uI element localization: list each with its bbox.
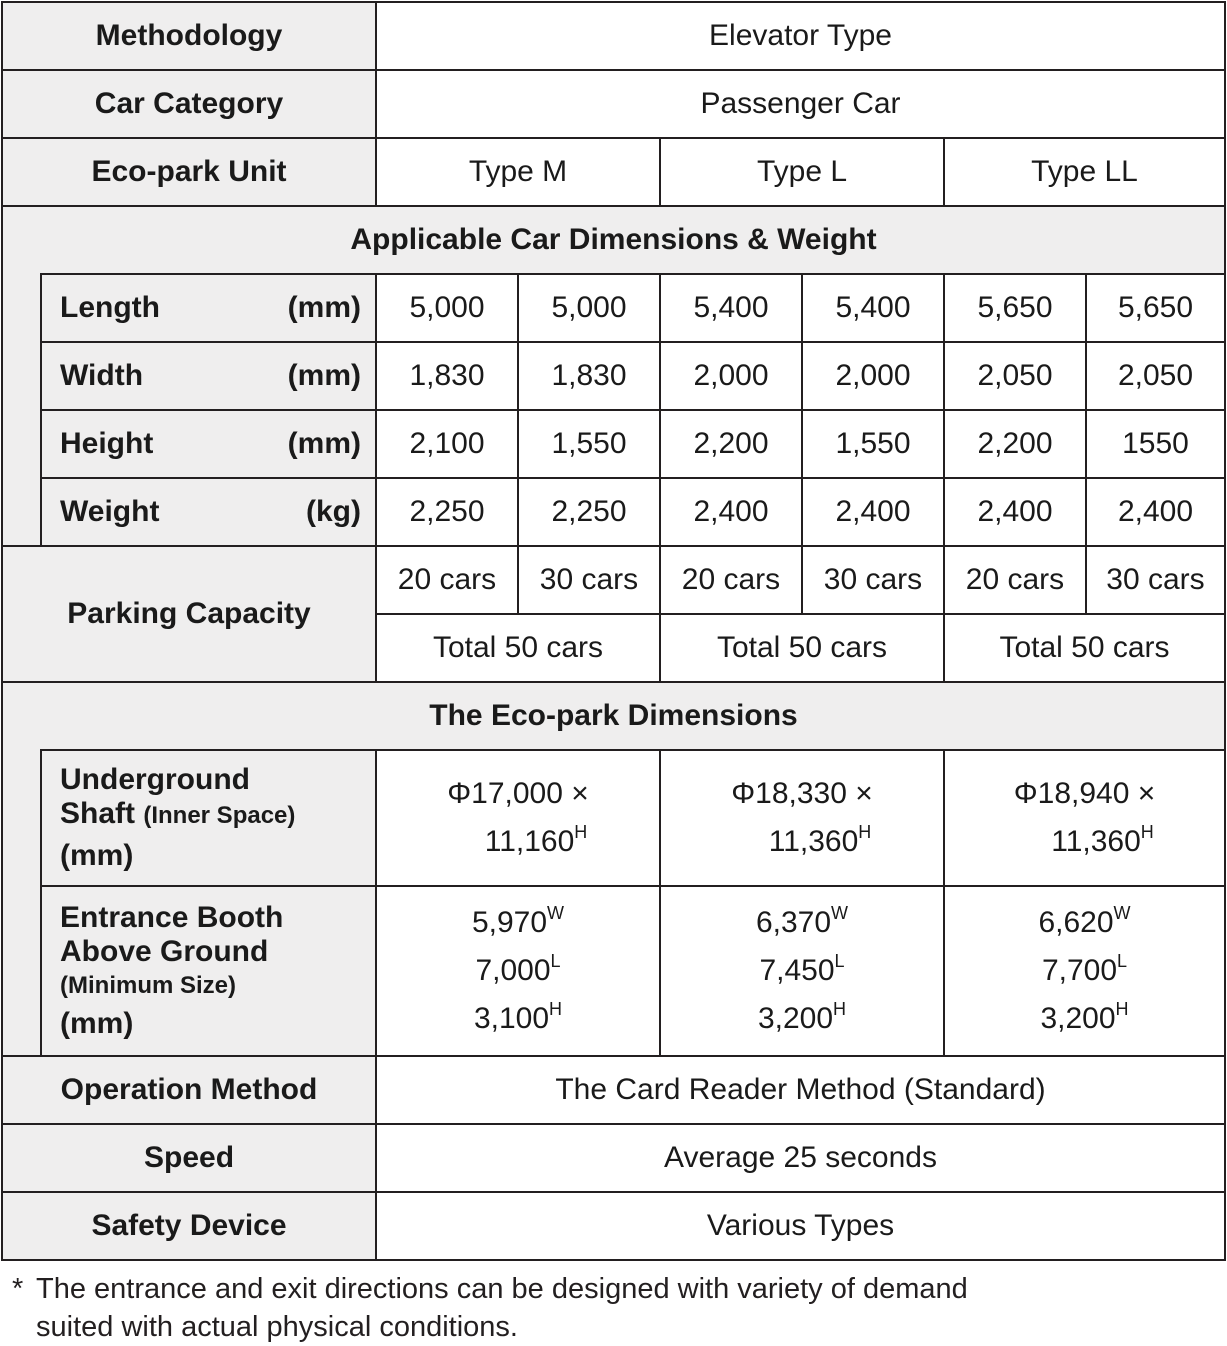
entrance-booth-value: $5,970^W$ $7,000^L$ $3,100^H$ <box>375 885 661 1057</box>
width-value: 1,830 <box>375 341 519 411</box>
eco-park-dimensions-title: The Eco-park Dimensions <box>429 699 798 732</box>
entrance-label-small: (Minimum Size) <box>60 972 237 999</box>
width-value: 2,050 <box>943 341 1087 411</box>
height-label: Height (mm) <box>40 409 377 479</box>
operation-method-value: The Card Reader Method (Standard) <box>375 1055 1226 1125</box>
entrance-booth-value: $6,370^W$ $7,450^L$ $3,200^H$ <box>659 885 945 1057</box>
capacity-total: Total 50 cars <box>659 613 945 683</box>
weight-value: 2,250 <box>517 477 661 547</box>
height-value: 2,200 <box>659 409 803 479</box>
underground-shaft-value: Φ18,330 × $11,360^H$ <box>659 749 945 887</box>
underground-label-line1: Underground <box>60 763 250 796</box>
operation-method-label: Operation Method <box>1 1055 377 1125</box>
entrance-label-line2: Above Ground <box>60 935 269 968</box>
width-label: Width (mm) <box>40 341 377 411</box>
footnote-line1: The entrance and exit directions can be designed with variety of demand <box>36 1273 968 1305</box>
height-value: 1,550 <box>517 409 661 479</box>
entrance-booth-label <box>40 885 377 1057</box>
entrance-label-unit: (mm) <box>60 1007 134 1040</box>
capacity-cars: 30 cars <box>517 545 661 615</box>
car-category-value: Passenger Car <box>375 69 1226 139</box>
parking-capacity-label: Parking Capacity <box>1 545 377 683</box>
capacity-cars: 30 cars <box>1085 545 1226 615</box>
width-value: 2,000 <box>659 341 803 411</box>
width-value: 2,050 <box>1085 341 1226 411</box>
weight-label: Weight (kg) <box>40 477 377 547</box>
capacity-cars: 20 cars <box>943 545 1087 615</box>
methodology-label: Methodology <box>1 1 377 71</box>
height-value: 2,200 <box>943 409 1087 479</box>
height-value: 1,550 <box>801 409 945 479</box>
underground-label-line2: Shaft (Inner Space) <box>60 797 296 830</box>
entrance-booth-value: $6,620^W$ $7,700^L$ $3,200^H$ <box>943 885 1226 1057</box>
underground-shaft-label <box>40 749 377 887</box>
entrance-label-line1: Entrance Booth <box>60 901 284 934</box>
underground-label-unit: (mm) <box>60 839 134 872</box>
eco-park-unit-label: Eco-park Unit <box>1 137 377 207</box>
weight-value: 2,400 <box>659 477 803 547</box>
capacity-cars: 20 cars <box>375 545 519 615</box>
height-value: 2,100 <box>375 409 519 479</box>
car-dimensions-title: Applicable Car Dimensions & Weight <box>350 223 877 256</box>
methodology-value: Elevator Type <box>375 1 1226 71</box>
unit-type-m: Type M <box>375 137 661 207</box>
underground-shaft-value: Φ18,940 × $11,360^H$ <box>943 749 1226 887</box>
car-category-label: Car Category <box>1 69 377 139</box>
unit-type-ll: Type LL <box>943 137 1226 207</box>
weight-value: 2,400 <box>801 477 945 547</box>
weight-value: 2,400 <box>943 477 1087 547</box>
width-value: 2,000 <box>801 341 945 411</box>
weight-value: 2,400 <box>1085 477 1226 547</box>
speed-value: Average 25 seconds <box>375 1123 1226 1193</box>
footnote <box>12 1270 1212 1346</box>
capacity-cars: 30 cars <box>801 545 945 615</box>
safety-device-label: Safety Device <box>1 1191 377 1261</box>
weight-value: 2,250 <box>375 477 519 547</box>
unit-type-l: Type L <box>659 137 945 207</box>
speed-label: Speed <box>1 1123 377 1193</box>
length-label: Length (mm) <box>40 273 377 343</box>
length-value: 5,400 <box>801 273 945 343</box>
footnote-star: * <box>12 1273 24 1305</box>
length-value: 5,650 <box>943 273 1087 343</box>
safety-device-value: Various Types <box>375 1191 1226 1261</box>
length-value: 5,650 <box>1085 273 1226 343</box>
footnote-line2: suited with actual physical conditions. <box>36 1311 518 1343</box>
length-value: 5,000 <box>375 273 519 343</box>
capacity-total: Total 50 cars <box>375 613 661 683</box>
capacity-cars: 20 cars <box>659 545 803 615</box>
width-value: 1,830 <box>517 341 661 411</box>
length-value: 5,400 <box>659 273 803 343</box>
capacity-total: Total 50 cars <box>943 613 1226 683</box>
length-value: 5,000 <box>517 273 661 343</box>
height-value: 1550 <box>1085 409 1226 479</box>
underground-shaft-value: Φ17,000 × $11,160^H$ <box>375 749 661 887</box>
